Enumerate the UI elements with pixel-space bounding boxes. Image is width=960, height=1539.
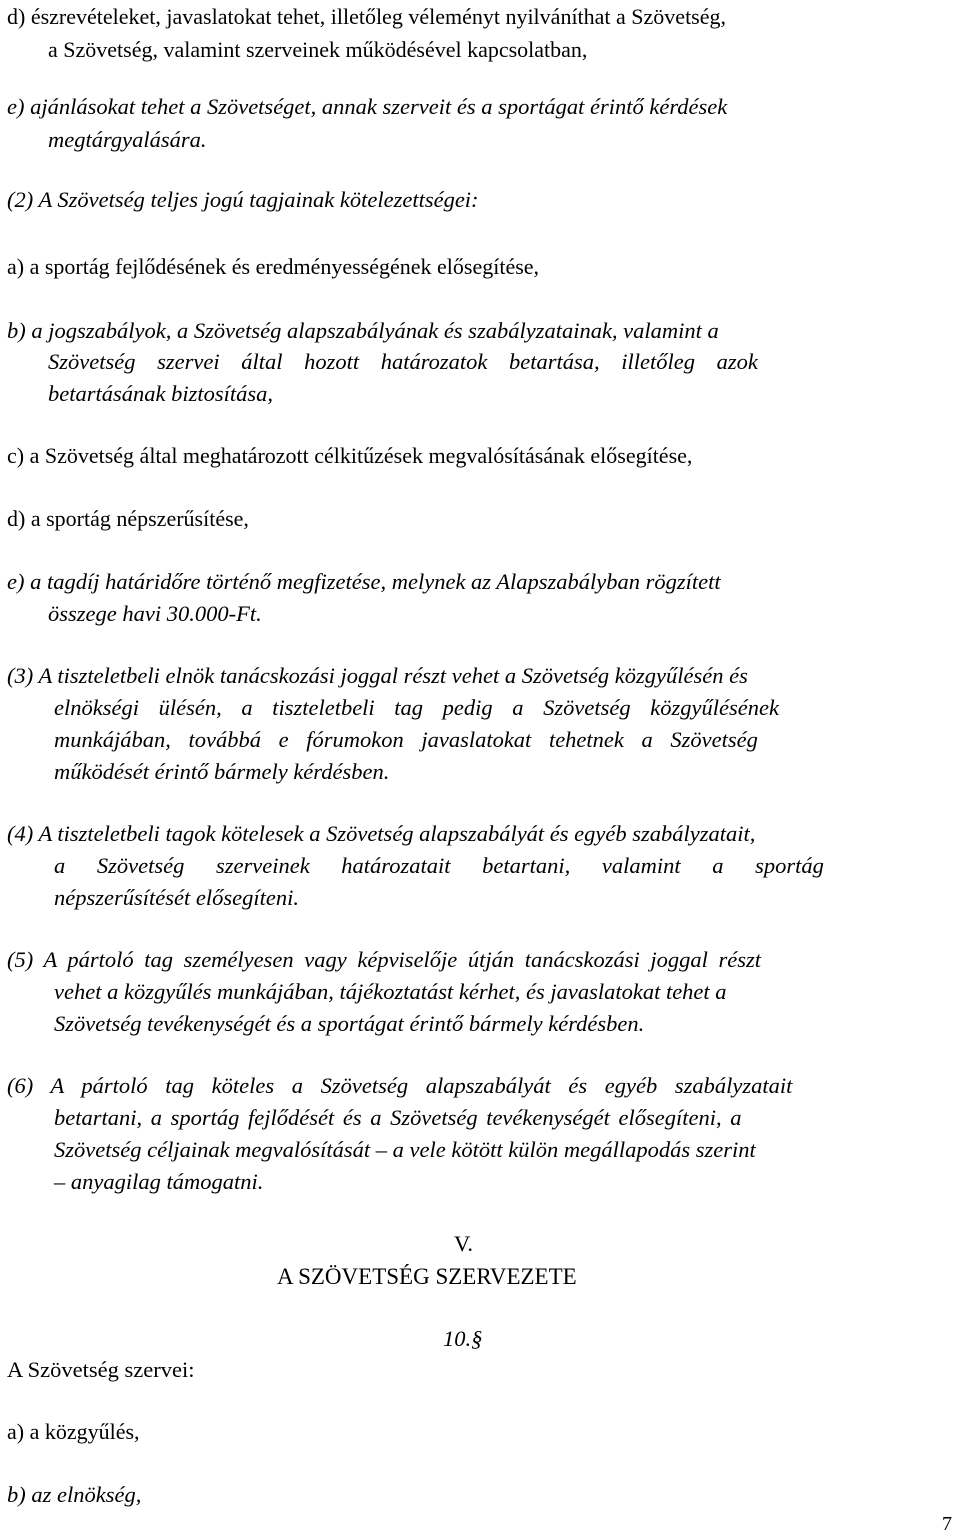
para-2-heading: (2) A Szövetség teljes jogú tagjainak kötelezettségei: — [7, 187, 479, 212]
item-2a: a) a sportág fejlődésének és eredményességének elősegítése, — [7, 254, 540, 279]
para-4-line1: (4) A tiszteletbeli tagok kötelesek a Szövetség alapszabályát és egyéb szabályzatait, — [7, 821, 756, 846]
chapter-title: A SZÖVETSÉG SZERVEZETE — [277, 1264, 577, 1289]
para-4-line3: népszerűsítését elősegíteni. — [54, 885, 299, 910]
item-e-line2: megtárgyalására. — [48, 127, 207, 152]
section-number: 10.§ — [443, 1326, 483, 1351]
para-3-line2: elnökségi ülésén, a tiszteletbeli tag pedig a Szövetség közgyűlésének — [54, 695, 779, 720]
para-6-line2: betartani, a sportág fejlődését és a Szövetség tevékenységét elősegíteni, a — [54, 1105, 742, 1130]
para-5-line2: vehet a közgyűlés munkájában, tájékoztatást kérhet, és javaslatokat tehet a — [54, 979, 727, 1004]
item-2c: c) a Szövetség által meghatározott célkitűzések megvalósításának elősegítése, — [7, 443, 693, 468]
item-2e-line1: e) a tagdíj határidőre történő megfizetése, melynek az Alapszabályban rögzített — [7, 569, 721, 594]
para-5-line1: (5) A pártoló tag személyesen vagy képviselője útján tanácskozási joggal részt — [7, 947, 762, 972]
item-2e-line2: összege havi 30.000-Ft. — [48, 601, 262, 626]
item-2b-line1: b) a jogszabályok, a Szövetség alapszabályának és szabályzatainak, valamint a — [7, 318, 719, 343]
organs-intro: A Szövetség szervei: — [7, 1357, 195, 1382]
item-2b-line3: betartásának biztosítása, — [48, 381, 274, 406]
para-5-line3: Szövetség tevékenységét és a sportágat érintő bármely kérdésben. — [54, 1011, 645, 1036]
para-6-line4: – anyagilag támogatni. — [54, 1169, 264, 1194]
para-3-line4: működését érintő bármely kérdésben. — [54, 759, 390, 784]
item-e-line1: e) ajánlásokat tehet a Szövetséget, annak szerveit és a sportágat érintő kérdések — [7, 94, 728, 119]
item-d-line1: d) észrevételeket, javaslatokat tehet, illetőleg véleményt nyilváníthat a Szövetség, — [7, 4, 727, 29]
organ-a: a) a közgyűlés, — [7, 1419, 140, 1444]
page-number: 7 — [942, 1513, 952, 1535]
chapter-number: V. — [454, 1231, 473, 1256]
para-3-line1: (3) A tiszteletbeli elnök tanácskozási joggal részt vehet a Szövetség közgyűlésén és — [7, 663, 748, 688]
item-2d: d) a sportág népszerűsítése, — [7, 506, 249, 531]
item-d-line2: a Szövetség, valamint szerveinek működésével kapcsolatban, — [48, 37, 588, 62]
item-2b-line2: Szövetség szervei által hozott határozatok betartása, illetőleg azok — [48, 349, 758, 374]
para-4-line2: a Szövetség szerveinek határozatait betartani, valamint a sportág — [54, 853, 824, 878]
para-6-line1: (6) A pártoló tag köteles a Szövetség alapszabályát és egyéb szabályzatait — [7, 1073, 793, 1098]
organ-b: b) az elnökség, — [7, 1482, 142, 1507]
para-3-line3: munkájában, továbbá e fórumokon javaslatokat tehetnek a Szövetség — [54, 727, 758, 752]
para-6-line3: Szövetség céljainak megvalósítását – a vele kötött külön megállapodás szerint — [54, 1137, 756, 1162]
